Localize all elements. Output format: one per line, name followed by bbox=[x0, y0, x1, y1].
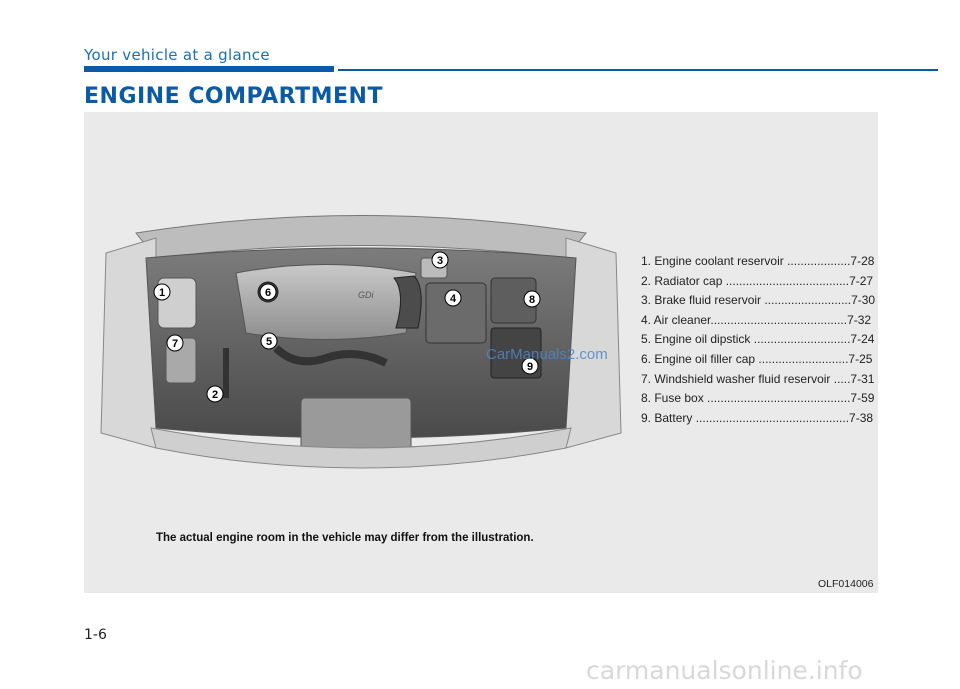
svg-text:2: 2 bbox=[211, 389, 219, 401]
legend-item: 3. Brake fluid reservoir ..........................7-30 bbox=[641, 293, 876, 308]
svg-text:6: 6 bbox=[264, 287, 272, 299]
legend-item: 4. Air cleaner.........................................7-32 bbox=[641, 312, 872, 327]
engine-cover bbox=[236, 265, 416, 340]
svg-text:7: 7 bbox=[171, 338, 179, 350]
section-title: Your vehicle at a glance bbox=[84, 46, 270, 64]
svg-text:4: 4 bbox=[449, 293, 457, 305]
callout-7 bbox=[167, 335, 183, 351]
legend-item: 9. Battery ..............................................7-38 bbox=[641, 410, 874, 425]
parts-legend bbox=[641, 252, 875, 428]
svg-text:8: 8 bbox=[528, 294, 536, 306]
legend-item: 7. Windshield washer fluid reservoir .....7-31 bbox=[641, 371, 875, 386]
page-heading: ENGINE COMPARTMENT bbox=[84, 84, 383, 109]
engine-badge: GDi bbox=[358, 290, 374, 300]
svg-text:9: 9 bbox=[526, 361, 534, 373]
footer-watermark: carmanualsonline.info bbox=[586, 656, 863, 685]
legend-item: 6. Engine oil filler cap ...........................7-25 bbox=[641, 351, 873, 366]
legend-item: 8. Fuse box ...........................................7-59 bbox=[641, 391, 875, 406]
svg-text:1: 1 bbox=[158, 287, 166, 299]
callout-3 bbox=[432, 252, 448, 268]
radiator-support bbox=[301, 398, 411, 453]
legend-item: 5. Engine oil dipstick .............................7-24 bbox=[641, 332, 875, 347]
svg-text:3: 3 bbox=[436, 255, 444, 267]
figure-caption: The actual engine room in the vehicle may differ from the illustration. bbox=[156, 532, 534, 544]
callout-8 bbox=[524, 291, 540, 307]
svg-text:5: 5 bbox=[265, 336, 273, 348]
callout-6 bbox=[260, 284, 276, 300]
legend-item: 1. Engine coolant reservoir ...................7-28 bbox=[641, 254, 875, 268]
page-number: 1-6 bbox=[84, 627, 107, 643]
legend-item: 2. Radiator cap .....................................7-27 bbox=[641, 273, 874, 288]
callout-1 bbox=[154, 284, 170, 300]
watermark: CarManuals2.com bbox=[486, 346, 608, 363]
callout-5 bbox=[261, 333, 277, 349]
header-rule-thin bbox=[338, 69, 938, 71]
callout-2 bbox=[207, 386, 223, 402]
callout-4 bbox=[445, 290, 461, 306]
header-rule-thick bbox=[84, 66, 334, 72]
figure-code: OLF014006 bbox=[818, 578, 874, 590]
